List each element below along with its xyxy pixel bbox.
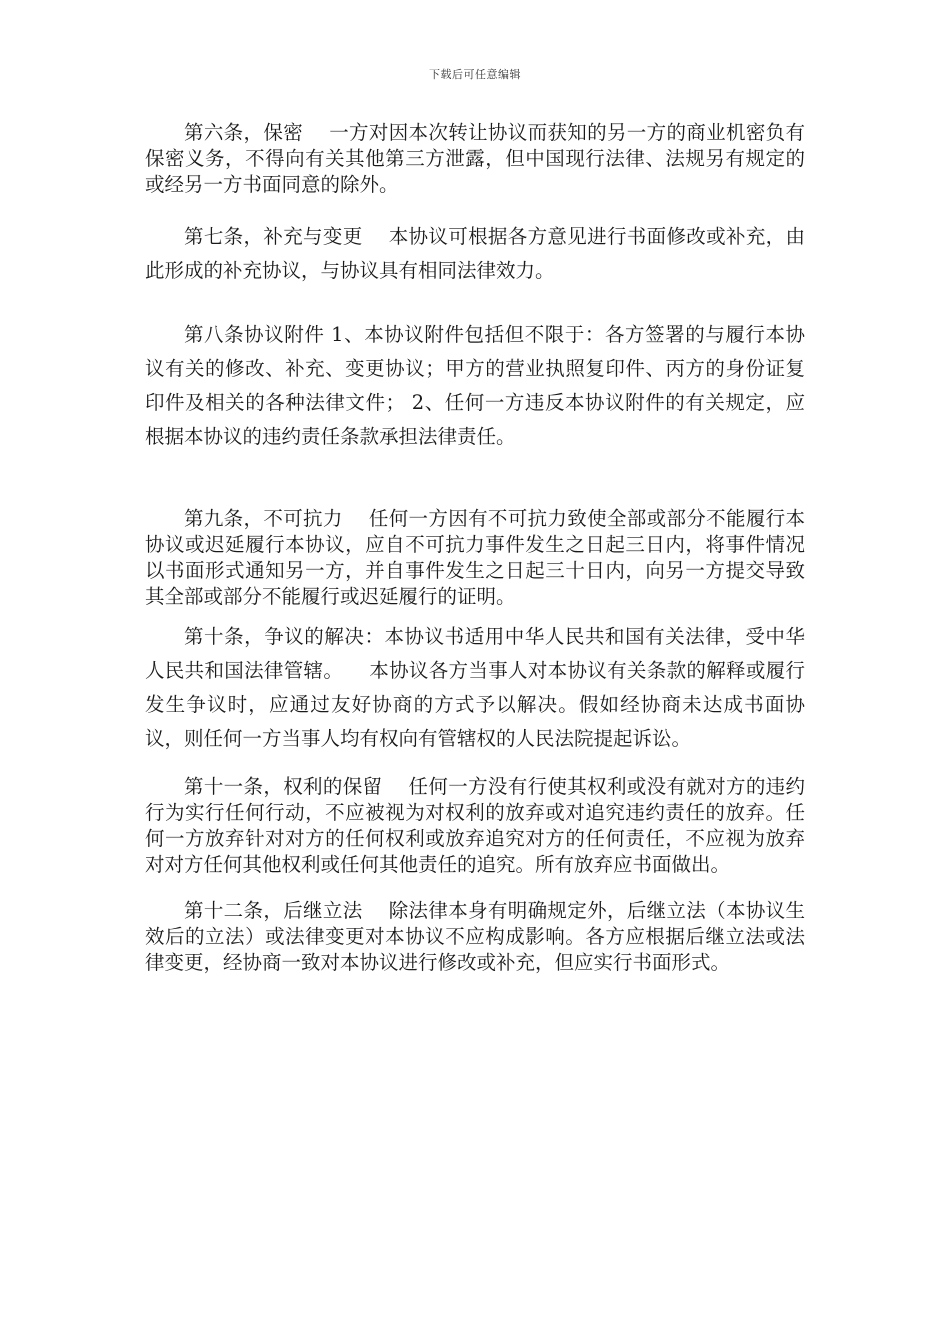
- article-10-dispute-resolution: 第十条，争议的解决：本协议书适用中华人民共和国有关法律，受中华人民共和国法律管辖。 本协议各方当事人对本协议有关条款的解释或履行发生争议时，应通过友好协商的方式予以解决。假如经协商未达成书面协议，则任何一方当事人均有权向有管辖权的人民法院提起诉讼。: [145, 625, 805, 750]
- article-6-confidentiality: 第六条，保密 一方对因本次转让协议而获知的另一方的商业机密负有保密义务，不得向有关其他第三方泄露，但中国现行法律、法规另有规定的或经另一方书面同意的除外。: [145, 121, 805, 196]
- article-12-subsequent-legislation: 第十二条，后继立法 除法律本身有明确规定外，后继立法（本协议生效后的立法）或法律变更对本协议不应构成影响。各方应根据后继立法或法律变更，经协商一致对本协议进行修改或补充，但应实行书面形式。: [145, 899, 805, 974]
- article-11-reservation-of-rights: 第十一条，权利的保留 任何一方没有行使其权利或没有就对方的违约行为实行任何行动，不应被视为对权利的放弃或对追究违约责任的放弃。任何一方放弃针对对方的任何权利或放弃追究对方的任何责任，不应视为放弃对对方任何其他权利或任何其他责任的追究。所有放弃应书面做出。: [145, 775, 805, 876]
- document-body: [145, 120, 805, 976]
- article-8-attachments: 第八条协议附件 1、本协议附件包括但不限于：各方签署的与履行本协议有关的修改、补充、变更协议；甲方的营业执照复印件、丙方的身份证复印件及相关的各种法律文件； 2、任何一方违反本协议附件的有关规定，应根据本协议的违约责任条款承担法律责任。: [145, 323, 805, 448]
- article-7-amendment: 第七条，补充与变更 本协议可根据各方意见进行书面修改或补充，由此形成的补充协议，与协议具有相同法律效力。: [145, 225, 805, 282]
- header-note: 下载后可任意编辑: [429, 68, 521, 81]
- article-9-force-majeure: 第九条，不可抗力 任何一方因有不可抗力致使全部或部分不能履行本协议或迟延履行本协议，应自不可抗力事件发生之日起三日内，将事件情况以书面形式通知另一方，并自事件发生之日起三十日内，向另一方提交导致其全部或部分不能履行或迟延履行的证明。: [145, 507, 805, 608]
